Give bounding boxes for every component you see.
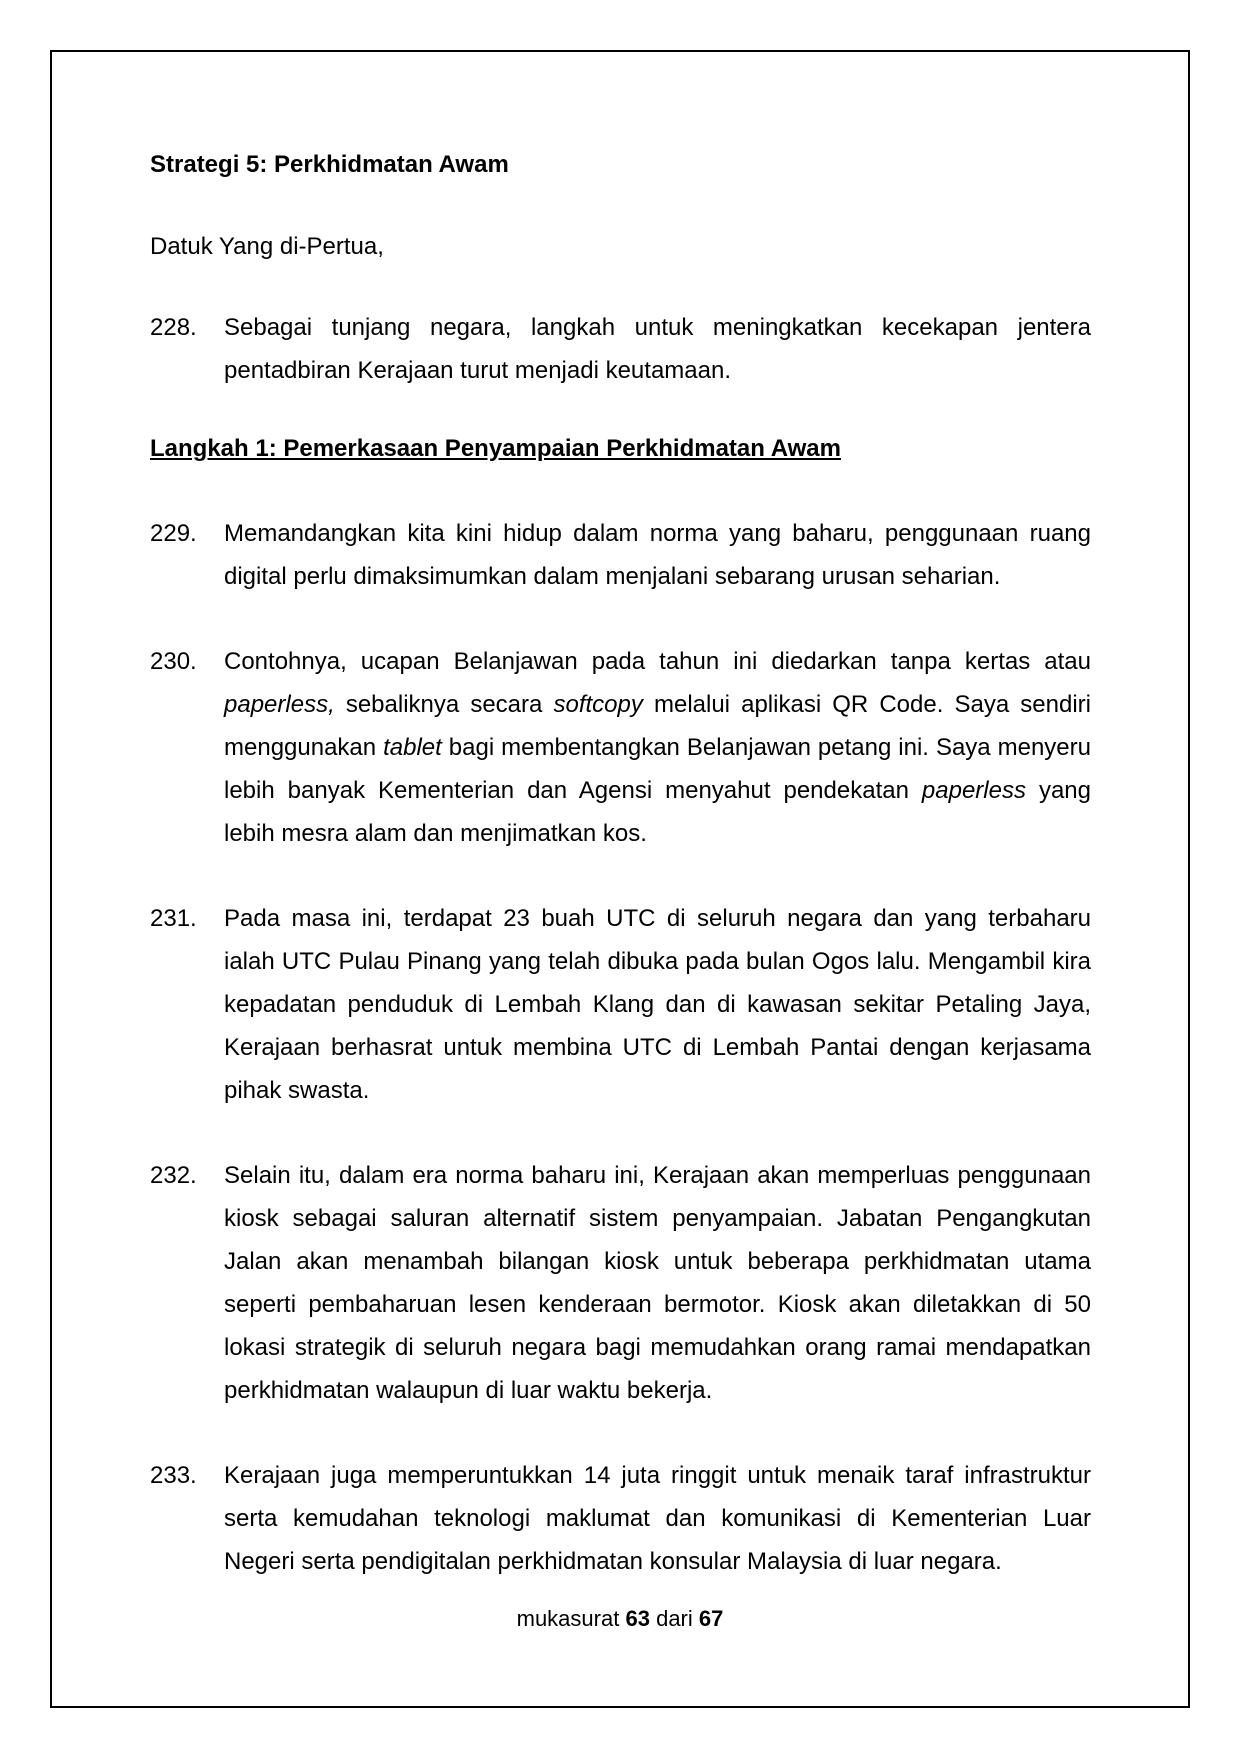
paragraph-229 [150, 512, 1091, 598]
paragraph-text: Memandangkan kita kini hidup dalam norma yang baharu, penggunaan ruang digital perlu dimaksimumkan dalam menjalani sebarang urusan seharian. [224, 520, 1091, 590]
salutation: Datuk Yang di-Pertua, [150, 233, 384, 260]
paragraph-number: 229. [150, 520, 197, 547]
text-segment: bagi membentangkan Belanjawan petang ini. Saya menyeru lebih banyak Kementerian dan Agensi menyahut pendekatan [224, 734, 1091, 804]
italic-term: softcopy [553, 691, 643, 718]
italic-term: tablet [383, 734, 442, 761]
paragraph-230 [150, 640, 1091, 855]
paragraph-text [224, 640, 1091, 855]
total-page-count: 67 [698, 1606, 724, 1631]
text-segment: yang lebih mesra alam dan menjimatkan kos. [224, 777, 1091, 847]
paragraph-233 [150, 1454, 1091, 1583]
paragraph-text: Sebagai tunjang negara, langkah untuk meningkatkan kecekapan jentera pentadbiran Kerajaan turut menjadi keutamaan. [224, 314, 1091, 384]
paragraph-text: Selain itu, dalam era norma baharu ini, Kerajaan akan memperluas penggunaan kiosk sebagai saluran alternatif sistem penyampaian. Jabatan Pengangkutan Jalan akan menambah bilangan kiosk untuk beberapa perkhidmatan utama seperti pembaharuan lesen kenderaan bermotor. Kiosk akan diletakkan di 50 lokasi strategik di seluruh negara bagi memudahkan orang ramai mendapatkan perkhidmatan walaupun di luar waktu bekerja. [224, 1162, 1091, 1404]
italic-term: paperless [921, 777, 1026, 804]
paragraph-228 [150, 306, 1091, 392]
text-segment: sebaliknya secara [334, 691, 554, 718]
paragraph-number: 233. [150, 1462, 197, 1489]
subsection-heading: Langkah 1: Pemerkasaan Penyampaian Perkhidmatan Awam [150, 435, 841, 462]
italic-term: paperless, [224, 691, 335, 718]
footer-separator: dari [656, 1606, 693, 1631]
paragraph-number: 228. [150, 314, 197, 341]
paragraph-number: 231. [150, 905, 197, 932]
paragraph-231 [150, 897, 1091, 1112]
page-footer [0, 1604, 1240, 1634]
footer-prefix: mukasurat [516, 1606, 620, 1631]
paragraph-text: Kerajaan juga memperuntukkan 14 juta ringgit untuk menaik taraf infrastruktur serta kemudahan teknologi maklumat dan komunikasi di Kementerian Luar Negeri serta pendigitalan perkhidmatan konsular Malaysia di luar negara. [224, 1462, 1091, 1575]
document-body [150, 148, 1091, 1583]
paragraph-number: 232. [150, 1162, 197, 1189]
current-page-number: 63 [625, 1606, 650, 1631]
text-segment: melalui aplikasi QR Code. Saya sendiri menggunakan [224, 691, 1091, 761]
section-heading: Strategi 5: Perkhidmatan Awam [150, 151, 509, 178]
paragraph-232 [150, 1154, 1091, 1412]
paragraph-number: 230. [150, 648, 197, 675]
text-segment: Contohnya, ucapan Belanjawan pada tahun ini diedarkan tanpa kertas atau [224, 648, 1091, 675]
paragraph-text: Pada masa ini, terdapat 23 buah UTC di seluruh negara dan yang terbaharu ialah UTC Pulau Pinang yang telah dibuka pada bulan Ogos lalu. Mengambil kira kepadatan penduduk di Lembah Klang dan di kawasan sekitar Petaling Jaya, Kerajaan berhasrat untuk membina UTC di Lembah Pantai dengan kerjasama pihak swasta. [224, 905, 1091, 1104]
